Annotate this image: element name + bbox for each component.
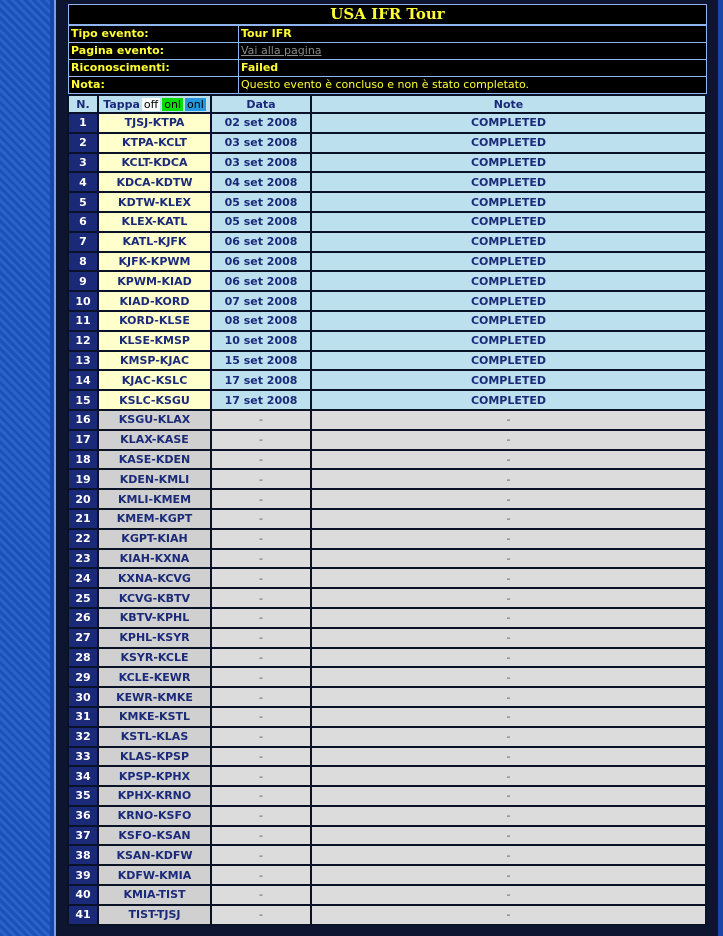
leg-date: - <box>212 490 310 508</box>
table-row <box>69 530 705 548</box>
leg-date: - <box>212 510 310 528</box>
leg-route: KDTW-KLEX <box>99 193 210 211</box>
info-key: Riconoscimenti: <box>69 60 239 76</box>
leg-number: 8 <box>69 253 97 271</box>
leg-note: - <box>312 589 705 607</box>
leg-route: KMLI-KMEM <box>99 490 210 508</box>
leg-date: 06 set 2008 <box>212 272 310 290</box>
leg-route: KMSP-KJAC <box>99 352 210 370</box>
leg-number: 39 <box>69 866 97 884</box>
leg-route: KTPA-KCLT <box>99 134 210 152</box>
leg-route: KMKE-KSTL <box>99 708 210 726</box>
header-leg <box>99 96 210 112</box>
leg-number: 26 <box>69 609 97 627</box>
info-row-note <box>69 76 706 93</box>
leg-date: - <box>212 748 310 766</box>
leg-note: - <box>312 787 705 805</box>
table-row <box>69 728 705 746</box>
leg-number: 10 <box>69 292 97 310</box>
leg-date: - <box>212 609 310 627</box>
leg-route: KEWR-KMKE <box>99 688 210 706</box>
leg-date: - <box>212 629 310 647</box>
legend-off-badge: off <box>143 97 159 111</box>
leg-route: KMIA-TIST <box>99 886 210 904</box>
table-row <box>69 154 705 172</box>
leg-date: - <box>212 688 310 706</box>
leg-route: KSYR-KCLE <box>99 649 210 667</box>
leg-route: KLAS-KPSP <box>99 748 210 766</box>
leg-route: TIST-TJSJ <box>99 906 210 924</box>
table-row <box>69 649 705 667</box>
leg-note: - <box>312 569 705 587</box>
table-row <box>69 312 705 330</box>
header-leg-label: Tappa <box>103 97 140 111</box>
table-row <box>69 193 705 211</box>
leg-date: 05 set 2008 <box>212 213 310 231</box>
leg-number: 36 <box>69 807 97 825</box>
leg-number: 38 <box>69 846 97 864</box>
leg-route: KSGU-KLAX <box>99 411 210 429</box>
table-row <box>69 688 705 706</box>
leg-number: 40 <box>69 886 97 904</box>
leg-note: - <box>312 609 705 627</box>
leg-route: KDEN-KMLI <box>99 470 210 488</box>
table-row <box>69 668 705 686</box>
leg-date: - <box>212 846 310 864</box>
leg-number: 20 <box>69 490 97 508</box>
leg-note: - <box>312 767 705 785</box>
leg-number: 13 <box>69 352 97 370</box>
leg-date: - <box>212 767 310 785</box>
leg-note: COMPLETED <box>312 253 705 271</box>
info-key: Nota: <box>69 77 239 93</box>
leg-note: - <box>312 431 705 449</box>
info-value: Questo evento è concluso e non è stato completato. <box>241 78 529 91</box>
leg-date: - <box>212 451 310 469</box>
leg-date: 08 set 2008 <box>212 312 310 330</box>
leg-date: 03 set 2008 <box>212 134 310 152</box>
leg-date: - <box>212 787 310 805</box>
leg-note: COMPLETED <box>312 193 705 211</box>
left-background-strip <box>0 0 50 936</box>
info-value: Failed <box>241 61 279 74</box>
event-page-link[interactable]: Vai alla pagina <box>241 44 322 57</box>
table-row <box>69 431 705 449</box>
leg-date: - <box>212 411 310 429</box>
leg-date: - <box>212 708 310 726</box>
leg-number: 17 <box>69 431 97 449</box>
leg-note: - <box>312 451 705 469</box>
leg-number: 31 <box>69 708 97 726</box>
table-row <box>69 589 705 607</box>
leg-route: KLSE-KMSP <box>99 332 210 350</box>
table-row <box>69 866 705 884</box>
leg-note: COMPLETED <box>312 391 705 409</box>
table-row <box>69 272 705 290</box>
table-row <box>69 609 705 627</box>
leg-note: COMPLETED <box>312 312 705 330</box>
leg-date: 03 set 2008 <box>212 154 310 172</box>
leg-note: COMPLETED <box>312 352 705 370</box>
info-value: Tour IFR <box>241 27 292 40</box>
legs-table <box>67 94 707 926</box>
info-key: Tipo evento: <box>69 26 239 42</box>
leg-route: KPSP-KPHX <box>99 767 210 785</box>
table-row <box>69 332 705 350</box>
leg-number: 15 <box>69 391 97 409</box>
leg-number: 30 <box>69 688 97 706</box>
table-row <box>69 233 705 251</box>
leg-number: 27 <box>69 629 97 647</box>
info-row-awards <box>69 59 706 76</box>
table-row <box>69 490 705 508</box>
leg-date: - <box>212 550 310 568</box>
leg-route: KIAD-KORD <box>99 292 210 310</box>
table-row <box>69 391 705 409</box>
leg-number: 12 <box>69 332 97 350</box>
leg-route: KCLE-KEWR <box>99 668 210 686</box>
leg-number: 35 <box>69 787 97 805</box>
leg-route: KATL-KJFK <box>99 233 210 251</box>
leg-number: 23 <box>69 550 97 568</box>
leg-note: - <box>312 530 705 548</box>
table-row <box>69 629 705 647</box>
leg-route: KSLC-KSGU <box>99 391 210 409</box>
leg-date: 15 set 2008 <box>212 352 310 370</box>
leg-note: - <box>312 490 705 508</box>
table-row <box>69 787 705 805</box>
leg-date: - <box>212 668 310 686</box>
table-row <box>69 846 705 864</box>
table-row <box>69 906 705 924</box>
leg-number: 4 <box>69 173 97 191</box>
header-number: N. <box>69 96 97 112</box>
leg-date: - <box>212 569 310 587</box>
leg-route: KPHL-KSYR <box>99 629 210 647</box>
leg-note: - <box>312 688 705 706</box>
table-row <box>69 827 705 845</box>
table-row <box>69 411 705 429</box>
leg-route: KCVG-KBTV <box>99 589 210 607</box>
leg-note: - <box>312 649 705 667</box>
leg-number: 16 <box>69 411 97 429</box>
leg-note: - <box>312 827 705 845</box>
leg-date: - <box>212 530 310 548</box>
leg-date: - <box>212 827 310 845</box>
legend-online-green-badge: onl <box>164 97 181 111</box>
leg-note: COMPLETED <box>312 371 705 389</box>
leg-date: - <box>212 649 310 667</box>
leg-note: COMPLETED <box>312 213 705 231</box>
leg-date: - <box>212 728 310 746</box>
leg-date: 02 set 2008 <box>212 114 310 132</box>
leg-route: KJAC-KSLC <box>99 371 210 389</box>
leg-route: KLAX-KASE <box>99 431 210 449</box>
leg-number: 6 <box>69 213 97 231</box>
leg-date: - <box>212 807 310 825</box>
leg-number: 9 <box>69 272 97 290</box>
leg-note: COMPLETED <box>312 233 705 251</box>
leg-route: KXNA-KCVG <box>99 569 210 587</box>
leg-note: - <box>312 708 705 726</box>
table-row <box>69 886 705 904</box>
leg-note: COMPLETED <box>312 173 705 191</box>
table-row <box>69 352 705 370</box>
leg-note: - <box>312 748 705 766</box>
info-row-type <box>69 25 706 42</box>
leg-date: - <box>212 589 310 607</box>
leg-number: 25 <box>69 589 97 607</box>
table-row <box>69 748 705 766</box>
leg-number: 22 <box>69 530 97 548</box>
leg-number: 34 <box>69 767 97 785</box>
leg-number: 32 <box>69 728 97 746</box>
leg-note: - <box>312 807 705 825</box>
table-row <box>69 451 705 469</box>
event-info-box <box>68 4 707 94</box>
leg-date: - <box>212 431 310 449</box>
leg-route: KJFK-KPWM <box>99 253 210 271</box>
leg-number: 37 <box>69 827 97 845</box>
leg-date: 05 set 2008 <box>212 193 310 211</box>
leg-note: - <box>312 728 705 746</box>
table-row <box>69 173 705 191</box>
leg-date: 06 set 2008 <box>212 253 310 271</box>
leg-number: 18 <box>69 451 97 469</box>
leg-date: 04 set 2008 <box>212 173 310 191</box>
leg-number: 41 <box>69 906 97 924</box>
leg-note: - <box>312 846 705 864</box>
leg-date: 07 set 2008 <box>212 292 310 310</box>
table-row <box>69 470 705 488</box>
leg-route: KASE-KDEN <box>99 451 210 469</box>
leg-date: - <box>212 906 310 924</box>
leg-number: 28 <box>69 649 97 667</box>
leg-number: 1 <box>69 114 97 132</box>
leg-route: KGPT-KIAH <box>99 530 210 548</box>
leg-route: KCLT-KDCA <box>99 154 210 172</box>
leg-note: - <box>312 550 705 568</box>
leg-number: 21 <box>69 510 97 528</box>
table-row <box>69 114 705 132</box>
leg-route: KPHX-KRNO <box>99 787 210 805</box>
table-row <box>69 134 705 152</box>
legs-table-body <box>69 114 705 924</box>
leg-note: - <box>312 668 705 686</box>
table-header-row <box>69 96 705 112</box>
leg-number: 7 <box>69 233 97 251</box>
leg-note: COMPLETED <box>312 134 705 152</box>
leg-date: 17 set 2008 <box>212 391 310 409</box>
leg-number: 14 <box>69 371 97 389</box>
leg-note: - <box>312 470 705 488</box>
leg-note: - <box>312 629 705 647</box>
leg-date: - <box>212 470 310 488</box>
table-row <box>69 253 705 271</box>
leg-note: COMPLETED <box>312 154 705 172</box>
table-row <box>69 767 705 785</box>
table-row <box>69 807 705 825</box>
leg-number: 3 <box>69 154 97 172</box>
header-date: Data <box>212 96 310 112</box>
leg-route: KDCA-KDTW <box>99 173 210 191</box>
leg-route: KORD-KLSE <box>99 312 210 330</box>
leg-route: KLEX-KATL <box>99 213 210 231</box>
leg-route: KPWM-KIAD <box>99 272 210 290</box>
table-row <box>69 371 705 389</box>
leg-route: KSTL-KLAS <box>99 728 210 746</box>
event-title: USA IFR Tour <box>69 5 706 25</box>
leg-date: 10 set 2008 <box>212 332 310 350</box>
leg-date: - <box>212 866 310 884</box>
table-row <box>69 569 705 587</box>
leg-note: - <box>312 866 705 884</box>
table-row <box>69 708 705 726</box>
table-row <box>69 510 705 528</box>
legend-online-blue-badge: onl <box>187 97 204 111</box>
leg-note: COMPLETED <box>312 272 705 290</box>
leg-route: KSFO-KSAN <box>99 827 210 845</box>
leg-route: KRNO-KSFO <box>99 807 210 825</box>
leg-route: KIAH-KXNA <box>99 550 210 568</box>
leg-number: 5 <box>69 193 97 211</box>
leg-note: COMPLETED <box>312 114 705 132</box>
info-row-page <box>69 42 706 59</box>
leg-date: 17 set 2008 <box>212 371 310 389</box>
leg-route: KSAN-KDFW <box>99 846 210 864</box>
table-row <box>69 550 705 568</box>
leg-number: 19 <box>69 470 97 488</box>
leg-route: KMEM-KGPT <box>99 510 210 528</box>
leg-number: 11 <box>69 312 97 330</box>
leg-route: KBTV-KPHL <box>99 609 210 627</box>
table-row <box>69 213 705 231</box>
header-note: Note <box>312 96 705 112</box>
leg-number: 29 <box>69 668 97 686</box>
leg-date: 06 set 2008 <box>212 233 310 251</box>
leg-note: COMPLETED <box>312 332 705 350</box>
leg-route: TJSJ-KTPA <box>99 114 210 132</box>
leg-note: COMPLETED <box>312 292 705 310</box>
leg-note: - <box>312 411 705 429</box>
leg-number: 24 <box>69 569 97 587</box>
leg-note: - <box>312 906 705 924</box>
leg-number: 33 <box>69 748 97 766</box>
info-key: Pagina evento: <box>69 43 239 59</box>
leg-note: - <box>312 510 705 528</box>
leg-route: KDFW-KMIA <box>99 866 210 884</box>
leg-number: 2 <box>69 134 97 152</box>
leg-date: - <box>212 886 310 904</box>
leg-note: - <box>312 886 705 904</box>
table-row <box>69 292 705 310</box>
